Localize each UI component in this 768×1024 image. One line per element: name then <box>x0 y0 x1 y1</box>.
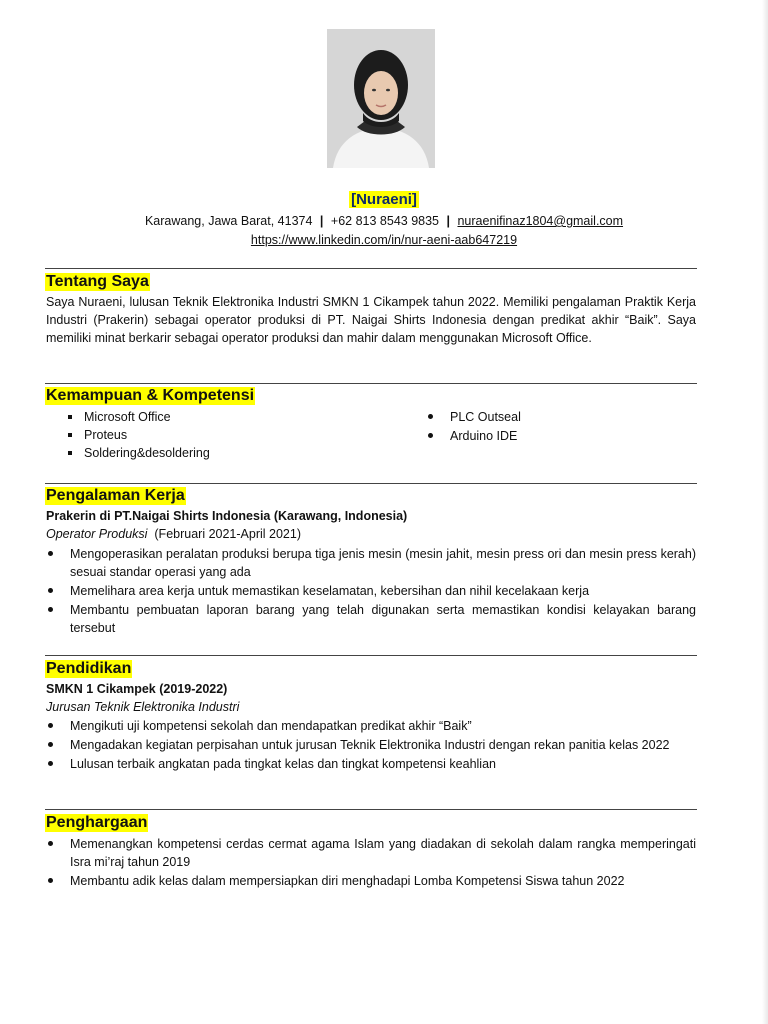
experience-company: Prakerin di PT.Naigai Shirts Indonesia (Karawang, Indonesia) <box>46 509 408 523</box>
education-item: Lulusan terbaik angkatan pada tingkat kelas dan tingkat kompetensi keahlian <box>46 755 696 773</box>
skill-item: Proteus <box>66 426 366 444</box>
experience-role: Operator Produksi <box>46 527 148 541</box>
separator: | <box>446 214 450 228</box>
education-list <box>46 717 696 774</box>
header-name-block <box>0 191 768 209</box>
profile-photo-illustration <box>327 29 435 168</box>
profile-photo <box>327 29 435 168</box>
experience-role-line <box>46 527 301 541</box>
candidate-name: [Nuraeni] <box>351 191 417 208</box>
skills-list-right <box>426 408 686 446</box>
education-major: Jurusan Teknik Elektronika Industri <box>46 700 240 714</box>
linkedin-link[interactable]: https://www.linkedin.com/in/nur-aeni-aab647219 <box>250 233 518 247</box>
contact-line <box>0 214 768 228</box>
section-divider <box>45 268 697 269</box>
section-title-education: Pendidikan <box>46 660 132 677</box>
experience-period: (Februari 2021-April 2021) <box>154 527 301 541</box>
experience-item: Membantu pembuatan laporan barang yang telah digunakan serta memastikan kondisi kelayakan barang tersebut <box>46 601 696 637</box>
skill-item: Microsoft Office <box>66 408 366 426</box>
page-edge-shadow <box>762 0 768 1024</box>
section-divider <box>45 483 697 484</box>
skill-item: Arduino IDE <box>426 427 686 445</box>
linkedin-line <box>0 233 768 247</box>
section-title-awards: Penghargaan <box>46 814 148 831</box>
awards-list <box>46 835 696 891</box>
separator: | <box>319 214 324 228</box>
skill-item: PLC Outseal <box>426 408 686 426</box>
education-school: SMKN 1 Cikampek (2019-2022) <box>46 682 228 696</box>
education-item: Mengadakan kegiatan perpisahan untuk jurusan Teknik Elektronika Industri dengan rekan panitia kelas 2022 <box>46 736 696 754</box>
experience-list <box>46 545 696 638</box>
section-divider <box>45 809 697 810</box>
award-item: Memenangkan kompetensi cerdas cermat agama Islam yang diadakan di sekolah dalam rangka memperingati Isra mi’raj tahun 2019 <box>46 835 696 871</box>
section-divider <box>45 655 697 656</box>
skills-list-left <box>66 408 366 462</box>
award-item: Membantu adik kelas dalam mempersiapkan diri menghadapi Lomba Kompetensi Siswa tahun 2022 <box>46 872 696 890</box>
skill-item: Soldering&desoldering <box>66 444 366 462</box>
education-item: Mengikuti uji kompetensi sekolah dan mendapatkan predikat akhir “Baik” <box>46 717 696 735</box>
section-title-skills: Kemampuan & Kompetensi <box>46 387 255 404</box>
section-divider <box>45 383 697 384</box>
experience-item: Mengoperasikan peralatan produksi berupa tiga jenis mesin (mesin jahit, mesin press ori dan mesin press kerah) sesuai standar operasi yang ada <box>46 545 696 581</box>
experience-item: Memelihara area kerja untuk memastikan keselamatan, kebersihan dan nihil kecelakaan kerja <box>46 582 696 600</box>
email-link[interactable]: nuraenifinaz1804@gmail.com <box>457 214 624 228</box>
about-text: Saya Nuraeni, lulusan Teknik Elektronika Industri SMKN 1 Cikampek tahun 2022. Memiliki pengalaman Praktik Kerja Industri (Prakerin) sebagai operator produksi di PT. Naigai Shirts Indonesia dengan predikat akhir “Baik”. Saya memiliki minat berkarir sebagai operator produksi dan mahir dalam menggunakan Microsoft Office. <box>46 295 696 345</box>
address-text: Karawang, Jawa Barat, 41374 <box>144 214 313 228</box>
phone-text: +62 813 8543 9835 <box>330 214 439 228</box>
section-title-experience: Pengalaman Kerja <box>46 487 185 504</box>
section-title-about: Tentang Saya <box>46 273 149 290</box>
